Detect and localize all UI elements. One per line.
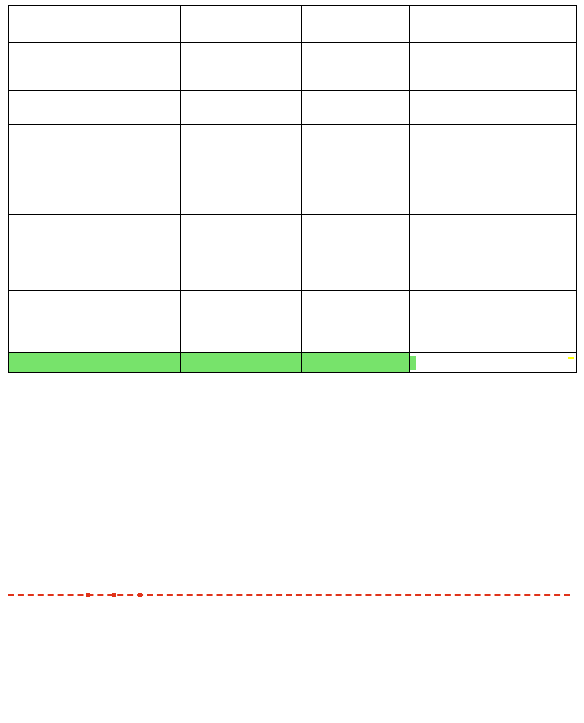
header-pays [181,6,302,43]
region-line [9,183,180,197]
deces-cell [410,215,577,291]
pays-cell [181,291,302,353]
region-line [9,321,180,335]
region-line [9,93,180,107]
region-line [9,231,180,245]
region-line [9,107,180,121]
region-group-row [9,215,577,291]
pays-cell [181,43,302,91]
taux-cell [302,125,410,215]
region-line [9,141,180,155]
region-group-row [9,125,577,215]
region-line [9,293,180,307]
region-line [9,45,180,59]
header-taux [302,6,410,43]
taux-cell [302,215,410,291]
sweden-deces-cell [410,353,577,373]
header-deces [410,6,577,43]
deces-cell [410,91,577,125]
region-group-row [9,91,577,125]
region-line [9,273,180,287]
table-body [9,43,577,373]
region-group-row [9,291,577,353]
region-group-row [9,43,577,91]
pays-cell [181,125,302,215]
region-line [9,307,180,321]
region-line [9,217,180,231]
region-line [9,127,180,141]
region-line [9,259,180,273]
region-line [9,59,180,73]
region-cell [9,91,181,125]
header-region [9,6,181,43]
sweden-taux [302,353,410,373]
dash-dot [112,593,116,597]
region-cell [9,215,181,291]
mortality-table [8,5,577,373]
pays-cell [181,91,302,125]
taux-cell [302,291,410,353]
dash-dot [138,593,142,597]
header-row [9,6,577,43]
sweden-rate [568,357,574,359]
mortality-table-wrapper [8,5,576,373]
sweden-deaths [410,356,416,370]
region-line [9,73,180,87]
region-line [9,335,180,349]
region-cell [9,291,181,353]
region-line [9,245,180,259]
moyenne-dashed-line [8,594,570,596]
taux-cell [302,43,410,91]
deces-cell [410,291,577,353]
sweden-row [9,353,577,373]
region-cell [9,125,181,215]
pays-cell [181,215,302,291]
region-line [9,169,180,183]
sweden-region [9,353,181,373]
taux-cell [302,91,410,125]
region-cell [9,43,181,91]
dash-dot [86,593,90,597]
sweden-pays [181,353,302,373]
region-line [9,155,180,169]
deces-cell [410,125,577,215]
region-line [9,197,180,211]
deces-cell [410,43,577,91]
